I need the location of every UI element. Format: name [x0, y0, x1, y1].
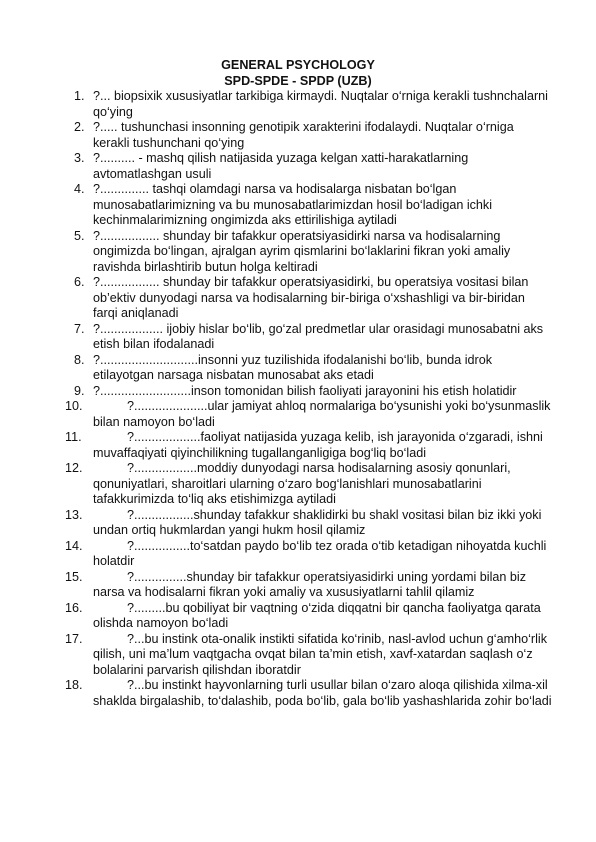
question-item	[74, 120, 552, 151]
question-item	[65, 569, 552, 601]
question-item	[65, 507, 552, 539]
document-subtitle: SPD-SPDE - SPDP (UZB)	[224, 74, 372, 88]
question-number: 1.	[74, 89, 85, 103]
question-number: 9.	[74, 383, 85, 398]
question-item	[74, 275, 552, 322]
question-text: ?.............. tashqi olamdagi narsa va hodisalarga nisbatan bo‘lgan munosabatlarimizning va bu munosabatlarimizdan hosil bo‘ladigan ichki kechinmalarimizning ongimizda aks ettirilishiga aytiladi	[93, 182, 493, 227]
question-text: ?.................shunday tafakkur shaklidirki bu shakl vositasi bilan biz ikki yoki undan ortiq hukmlardan yangi hukm hosil qilamiz	[93, 507, 542, 537]
question-number: 16.	[65, 600, 83, 615]
question-text: ?................. shunday bir tafakkur operatsiyasidirki narsa va hodisalarning ongimizda bo‘lingan, ajralgan ayrim qismlarini bo‘laklarini fikran yoki amaliy ravishda birlashtirib butun holga keltiradi	[93, 228, 511, 274]
question-number: 15.	[65, 569, 83, 584]
question-text: ?..... tushunchasi insonning genotipik xarakterini ifodalaydi. Nuqtalar o‘rniga kerakli tushunchani qo‘ying	[93, 120, 514, 150]
question-number: 2.	[74, 120, 85, 134]
question-number: 4.	[74, 182, 85, 196]
question-item	[65, 678, 552, 709]
question-list	[65, 89, 552, 709]
question-number: 12.	[65, 461, 83, 475]
question-text: ?...bu instinkt hayvonlarning turli usullar bilan o‘zaro aloqa qilishida xilma-xil shaklda birgalashib, to‘dalashib, poda bo‘lib, gala bo‘lib yashashlarida zohir bo‘ladi	[93, 678, 552, 708]
question-text: ?.................. ijobiy hislar bo‘lib, go‘zal predmetlar ular orasidagi munosabatni aks etish bilan ifodalanadi	[93, 321, 544, 351]
document-title: GENERAL PSYCHOLOGY	[221, 58, 375, 72]
question-item	[74, 322, 552, 353]
question-item	[65, 600, 552, 632]
question-item	[65, 430, 552, 461]
question-number: 6.	[74, 275, 85, 289]
question-text: ?...................faoliyat natijasida yuzaga kelib, ish jarayonida o‘zgaradi, ishni muvaffaqiyati qiyinchilikning tugallanganligiga bog‘liq bo‘ladi	[93, 430, 543, 460]
question-item	[74, 229, 552, 276]
question-number: 11.	[65, 430, 82, 444]
question-text: ?.........bu qobiliyat bir vaqtning o‘zida diqqatni bir qancha faoliyatga qarata olishda namoyon bo‘ladi	[93, 600, 541, 630]
question-item	[74, 384, 552, 400]
question-item	[74, 182, 552, 229]
question-item	[65, 631, 552, 679]
question-text: ?................to‘satdan paydo bo‘lib tez orada o‘tib ketadigan nihoyatda kuchli holatdir	[93, 538, 547, 568]
question-text: ?.......... - mashq qilish natijasida yuzaga kelgan xatti-harakatlarning avtomatlashgan usuli	[93, 151, 469, 181]
question-text: ?...............shunday bir tafakkur operatsiyasidirki uning yordami bilan biz narsa va hodisalarni fikran yoki amaliy va xususiyatlarni tahlil qilamiz	[93, 569, 526, 599]
question-number: 10.	[65, 399, 83, 413]
question-number: 14.	[65, 538, 83, 553]
question-text: ?................. shunday bir tafakkur operatsiyasidirki, bu operatsiya vositasi bilan ob’ektiv dunyodagi narsa va hodisalarning bir-biriga o‘xshashligi va bir-biridan farqi aniqlanadi	[93, 275, 529, 320]
question-item	[65, 538, 552, 570]
question-number: 8.	[74, 352, 85, 367]
question-number: 5.	[74, 228, 85, 243]
question-text: ?...bu instink ota-onalik instikti sifatida ko‘rinib, nasl-avlod uchun g‘amho‘rlik qilish, uni ma’lum vaqtgacha ovqat bilan ta’min etish, xavf-xatardan saqlash o‘z bolalarini parvarish qilishdan iboratdir	[93, 631, 547, 677]
question-number: 13.	[65, 507, 83, 522]
question-item	[74, 151, 552, 182]
question-item	[74, 89, 552, 120]
question-item	[65, 399, 552, 430]
question-number: 17.	[65, 631, 83, 646]
question-number: 7.	[74, 321, 85, 336]
question-item	[74, 353, 552, 384]
question-item	[65, 461, 552, 508]
question-number: 3.	[74, 151, 85, 165]
question-text: ?... biopsixik xususiyatlar tarkibiga kirmaydi. Nuqtalar o‘rniga kerakli tushnchalarni qo‘ying	[93, 89, 548, 119]
question-number: 18.	[65, 678, 83, 692]
question-text: ?..........................inson tomonidan bilish faoliyati jarayonini his etish holatidir	[93, 383, 517, 398]
question-text: ?.....................ular jamiyat ahloq normalariga bo‘ysunishi yoki bo‘ysunmaslik bilan namoyon bo‘ladi	[93, 399, 551, 429]
question-text: ?............................insonni yuz tuzilishida ifodalanishi bo‘lib, bunda idrok etilayotgan narsaga nisbatan munosabat aks etadi	[93, 352, 493, 382]
question-text: ?..................moddiy dunyodagi narsa hodisalarning asosiy qonunlari, qonuniyatlari, sharoitlari ularning o‘zaro bog‘lanishlari munosabatlarini tafakkurimizda to‘liq aks etishimizga aytiladi	[93, 461, 511, 506]
